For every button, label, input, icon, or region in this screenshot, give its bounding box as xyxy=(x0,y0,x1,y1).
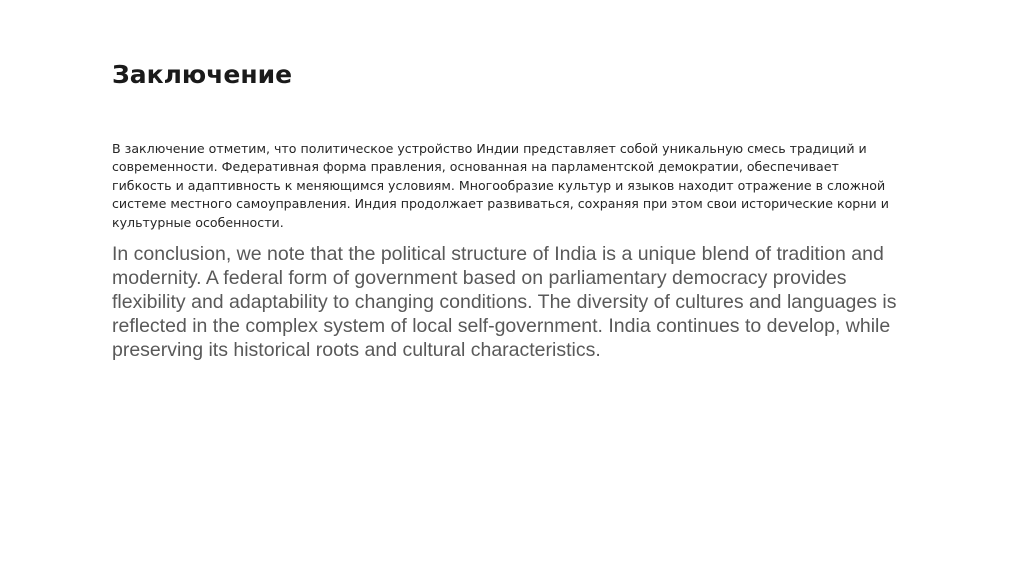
russian-paragraph: В заключение отметим, что политическое устройство Индии представляет собой уникальную смесь традиций и современности. Федеративная форма правления, основанная на парламентской демократии, обеспечивает гибкость и адаптивность к меняющимся условиям. Многообразие культур и языков находит отражение в сложной системе местного самоуправления. Индия продолжает развиваться, сохраняя при этом свои исторические корни и культурные особенности. xyxy=(112,141,889,230)
slide-title: Заключение xyxy=(112,60,293,89)
english-paragraph: In conclusion, we note that the political structure of India is a unique blend of tradition and modernity. A federal form of government based on parliamentary democracy provides flexibility and adaptability to changing conditions. The diversity of cultures and languages is reflected in the complex system of local self-government. India continues to develop, while preserving its historical roots and cultural characteristics. xyxy=(112,243,897,361)
